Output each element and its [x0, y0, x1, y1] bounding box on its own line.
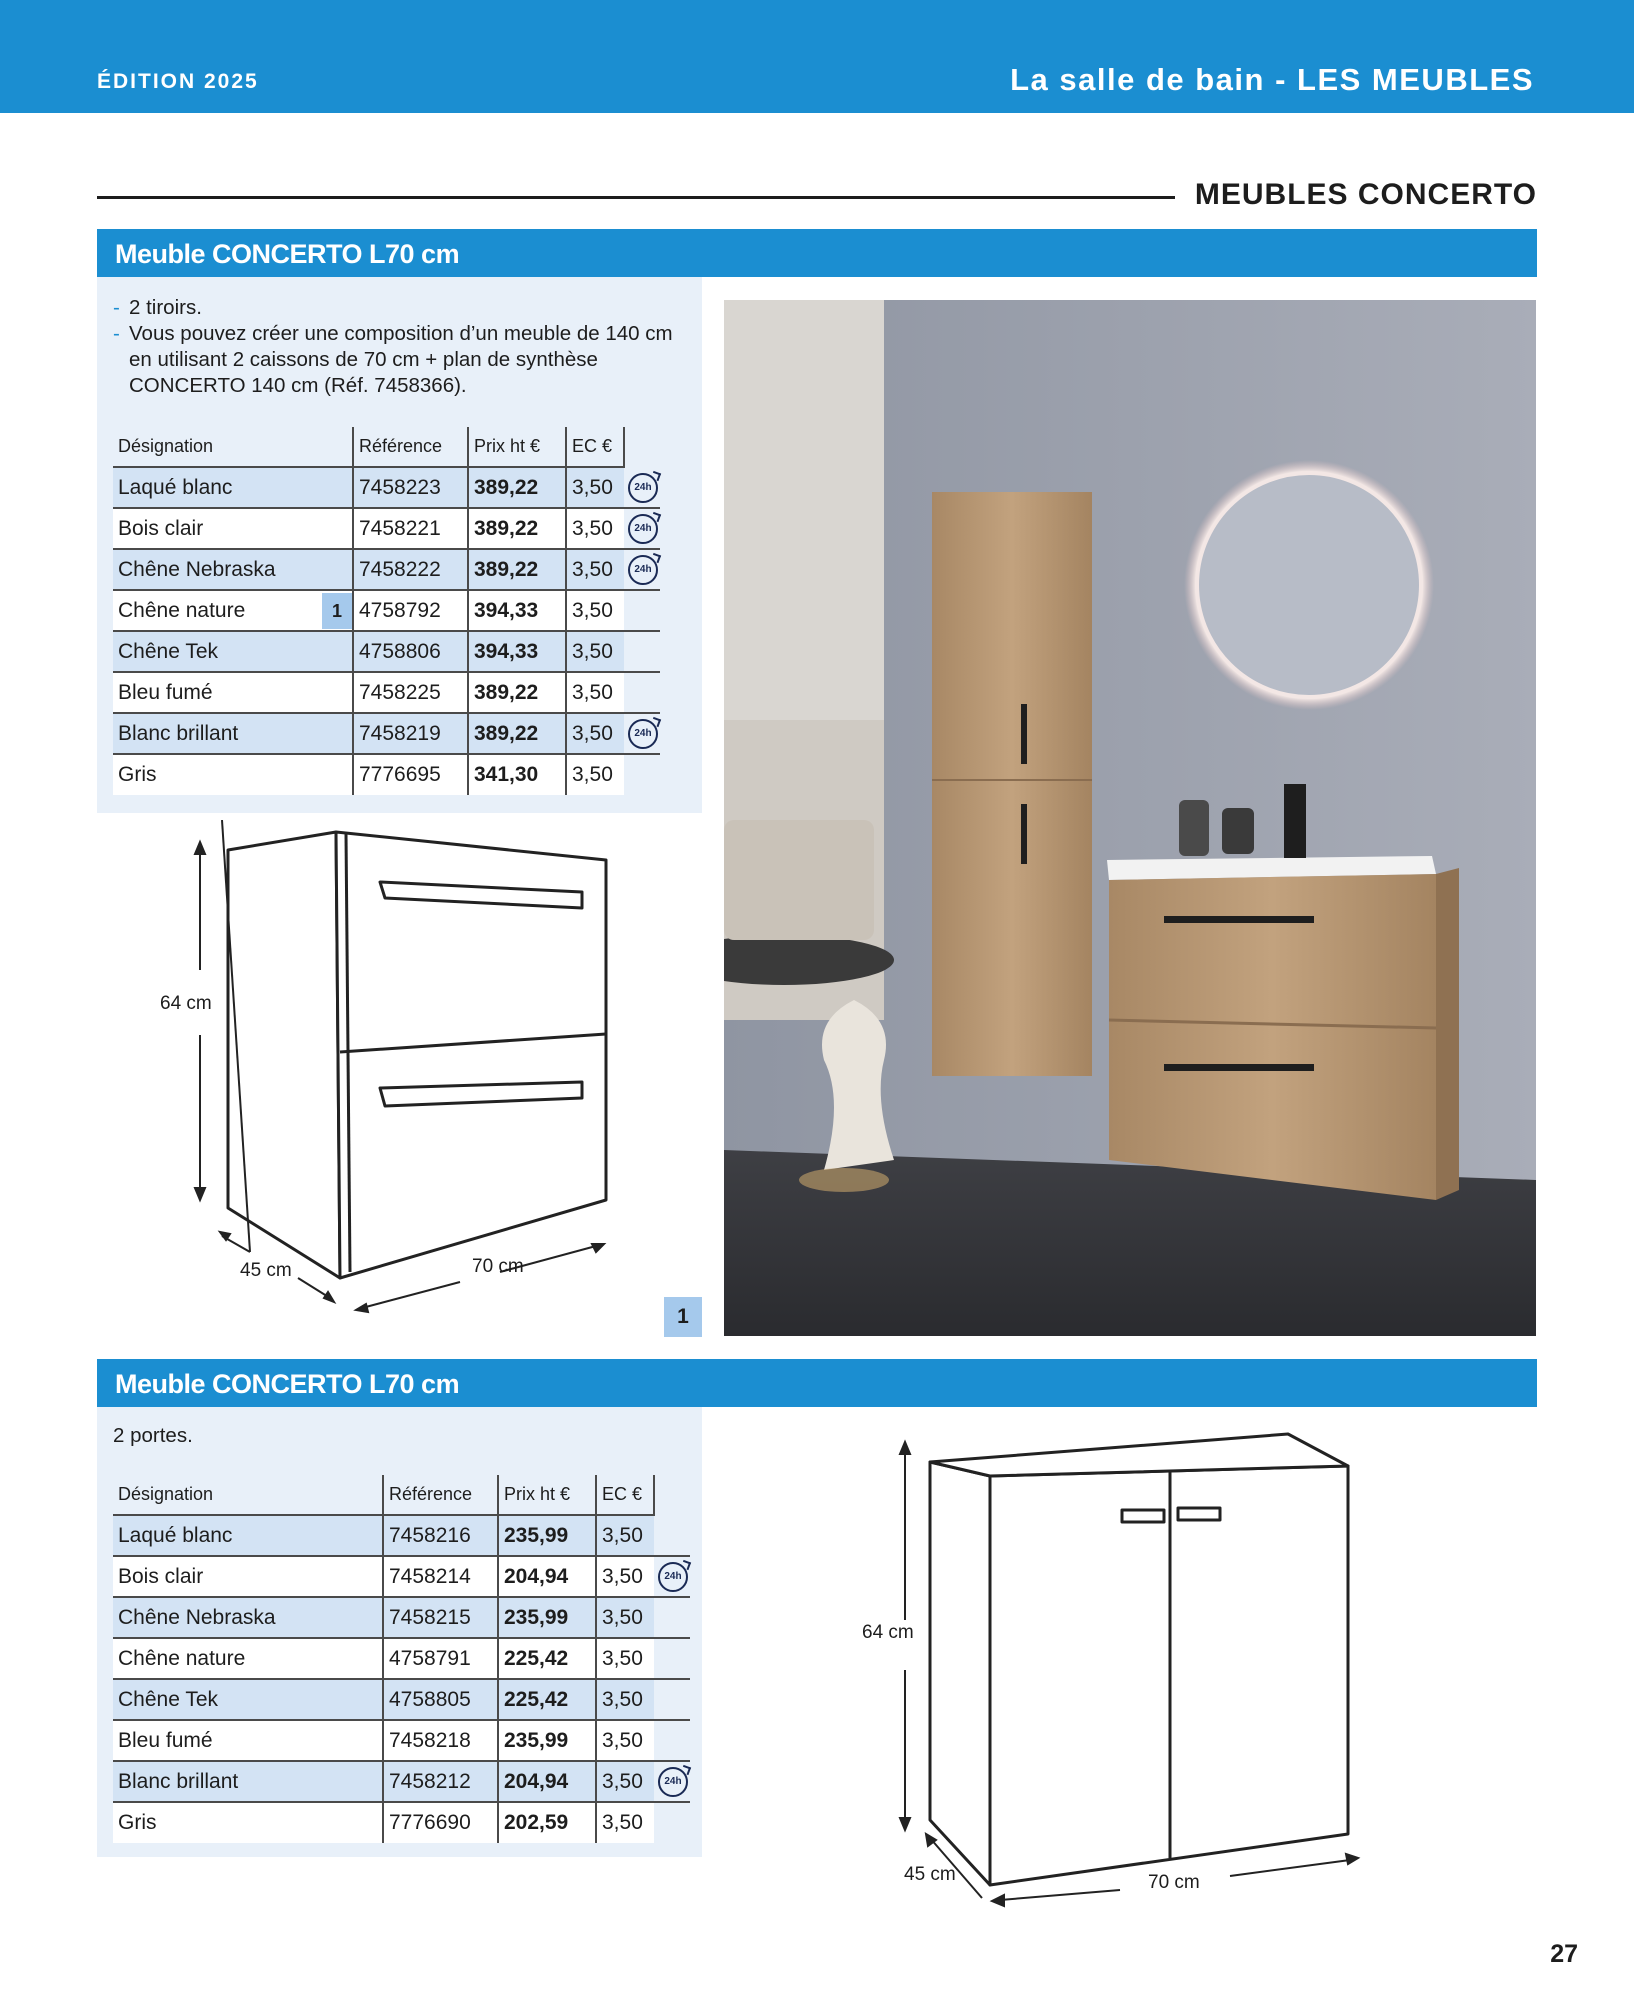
page-number: 27 [1550, 1940, 1578, 1968]
delivery-24h-icon: 24h [658, 1562, 688, 1592]
cabinet-side-panel [930, 1462, 990, 1885]
designation-cell [113, 631, 353, 672]
designation-cell [113, 1515, 383, 1556]
designation-text: Chêne Tek [118, 1687, 219, 1711]
reference-cell: 7776695 [353, 754, 468, 795]
price-cell: 202,59 [498, 1802, 596, 1843]
table-row [113, 549, 660, 590]
table-row [113, 1556, 690, 1597]
edition-label: ÉDITION 2025 [97, 70, 259, 93]
section-rule [97, 196, 1175, 199]
product1-dimension-drawing [140, 820, 620, 1320]
delivery-24h-icon: 24h [628, 555, 658, 585]
ec-cell: 3,50 [596, 1638, 654, 1679]
designation-text: Gris [118, 763, 157, 786]
designation-cell [113, 1720, 383, 1761]
ec-cell: 3,50 [596, 1802, 654, 1843]
reference-cell: 7458214 [383, 1556, 498, 1597]
ec-cell: 3,50 [566, 754, 624, 795]
col-reference: Référence [383, 1475, 498, 1515]
designation-text: Gris [118, 1811, 157, 1834]
price-cell: 235,99 [498, 1515, 596, 1556]
header-bar [0, 0, 1634, 113]
col-ec: EC € [566, 427, 624, 467]
ec-cell: 3,50 [566, 467, 624, 508]
table-row [113, 1720, 690, 1761]
designation-cell [113, 1556, 383, 1597]
table-header-row [113, 1475, 690, 1515]
note-tag: 1 [322, 593, 352, 629]
product1-description [113, 295, 693, 399]
designation-text: Bois clair [118, 1564, 204, 1588]
col-designation: Désignation [113, 427, 353, 467]
ec-cell: 3,50 [566, 508, 624, 549]
price-cell: 235,99 [498, 1720, 596, 1761]
reference-cell: 4758806 [353, 631, 468, 672]
col-designation: Désignation [113, 1475, 383, 1515]
reference-cell: 7458218 [383, 1720, 498, 1761]
price-cell: 389,22 [468, 508, 566, 549]
ec-cell: 3,50 [596, 1515, 654, 1556]
price-cell: 394,33 [468, 631, 566, 672]
designation-cell [113, 549, 353, 590]
price-cell: 341,30 [468, 754, 566, 795]
ec-cell: 3,50 [596, 1597, 654, 1638]
table-row [113, 672, 660, 713]
table-row [113, 1638, 690, 1679]
delivery-24h-icon: 24h [658, 1767, 688, 1797]
table-row [113, 754, 660, 795]
designation-cell [113, 1802, 383, 1843]
table-row [113, 1802, 690, 1843]
reference-cell: 7458219 [353, 713, 468, 754]
reference-cell: 7458215 [383, 1597, 498, 1638]
product1-width-label: 70 cm [472, 1256, 524, 1277]
reference-cell: 7458223 [353, 467, 468, 508]
image-note-tag: 1 [664, 1297, 702, 1337]
product1-info-panel [97, 277, 702, 813]
table-row [113, 713, 660, 754]
designation-text: Blanc brillant [118, 721, 239, 745]
ec-cell: 3,50 [566, 631, 624, 672]
designation-cell [113, 1638, 383, 1679]
product1-table [113, 427, 660, 795]
price-cell: 389,22 [468, 713, 566, 754]
product1-title-band [97, 229, 1537, 277]
reference-cell: 7458212 [383, 1761, 498, 1802]
designation-cell [113, 590, 353, 631]
ec-cell: 3,50 [596, 1761, 654, 1802]
col-ec: EC € [596, 1475, 654, 1515]
chapter-title: La salle de bain - LES MEUBLES [1010, 62, 1534, 97]
product-photo [724, 300, 1536, 1336]
reference-cell: 7458221 [353, 508, 468, 549]
price-cell: 225,42 [498, 1679, 596, 1720]
reference-cell: 4758805 [383, 1679, 498, 1720]
designation-cell [113, 467, 353, 508]
product2-description: 2 portes. [113, 1424, 193, 1447]
designation-text: Chêne Nebraska [118, 557, 276, 581]
ec-cell: 3,50 [566, 672, 624, 713]
reference-cell: 4758792 [353, 590, 468, 631]
designation-text: Bois clair [118, 516, 204, 540]
designation-text: Laqué blanc [118, 1523, 233, 1547]
designation-text: Blanc brillant [118, 1769, 239, 1793]
delivery-24h-icon: 24h [628, 719, 658, 749]
price-cell: 389,22 [468, 549, 566, 590]
ec-cell: 3,50 [596, 1556, 654, 1597]
price-cell: 204,94 [498, 1556, 596, 1597]
designation-text: Laqué blanc [118, 475, 233, 499]
designation-text: Bleu fumé [118, 680, 213, 704]
table-row [113, 508, 660, 549]
price-cell: 225,42 [498, 1638, 596, 1679]
col-price: Prix ht € [498, 1475, 596, 1515]
table-row [113, 1761, 690, 1802]
reference-cell: 7776690 [383, 1802, 498, 1843]
ec-cell: 3,50 [566, 549, 624, 590]
table-row [113, 1515, 690, 1556]
product2-title-band [97, 1359, 1537, 1407]
designation-text: Chêne nature [118, 598, 246, 622]
bathroom-scene-illustration [724, 300, 1536, 1336]
table-row [113, 590, 660, 631]
delivery-24h-icon: 24h [628, 514, 658, 544]
table-row [113, 1597, 690, 1638]
designation-text: Bleu fumé [118, 1728, 213, 1752]
cabinet-front [336, 832, 606, 1278]
table-header-row [113, 427, 660, 467]
table-row [113, 467, 660, 508]
product1-title: Meuble CONCERTO L70 cm [115, 239, 460, 269]
ec-cell: 3,50 [596, 1679, 654, 1720]
designation-text: Chêne nature [118, 1646, 246, 1670]
product2-depth-label: 45 cm [904, 1864, 956, 1885]
reference-cell: 7458216 [383, 1515, 498, 1556]
designation-cell [113, 508, 353, 549]
delivery-24h-icon: 24h [628, 473, 658, 503]
price-cell: 389,22 [468, 672, 566, 713]
designation-text: Chêne Tek [118, 639, 219, 663]
product1-depth-label: 45 cm [240, 1260, 292, 1281]
designation-cell [113, 1597, 383, 1638]
price-cell: 389,22 [468, 467, 566, 508]
product1-bullet: - Vous pouvez créer une composition d’un meuble de 140 cm en utilisant 2 caissons de 70 cm + plan de synthèse CONCERTO 140 cm (Réf. 7458366). [113, 322, 673, 397]
price-cell: 235,99 [498, 1597, 596, 1638]
table-row [113, 631, 660, 672]
ec-cell: 3,50 [596, 1720, 654, 1761]
ec-cell: 3,50 [566, 713, 624, 754]
designation-cell [113, 1679, 383, 1720]
product1-bullet: - 2 tiroirs. [113, 296, 202, 319]
product2-dimension-drawing [860, 1430, 1380, 1920]
product2-info-panel [97, 1407, 702, 1857]
table-row [113, 1679, 690, 1720]
product2-title: Meuble CONCERTO L70 cm [115, 1369, 460, 1399]
col-price: Prix ht € [468, 427, 566, 467]
designation-cell [113, 1761, 383, 1802]
product1-height-label: 64 cm [160, 993, 212, 1014]
product2-height-label: 64 cm [862, 1622, 914, 1643]
designation-cell [113, 672, 353, 713]
product2-width-label: 70 cm [1148, 1872, 1200, 1893]
price-cell: 394,33 [468, 590, 566, 631]
designation-cell [113, 713, 353, 754]
ec-cell: 3,50 [566, 590, 624, 631]
product2-table [113, 1475, 690, 1843]
section-title: MEUBLES CONCERTO [1194, 178, 1537, 211]
reference-cell: 7458225 [353, 672, 468, 713]
cabinet-side-panel [228, 832, 340, 1278]
price-cell: 204,94 [498, 1761, 596, 1802]
reference-cell: 7458222 [353, 549, 468, 590]
designation-text: Chêne Nebraska [118, 1605, 276, 1629]
col-reference: Référence [353, 427, 468, 467]
designation-cell [113, 754, 353, 795]
reference-cell: 4758791 [383, 1638, 498, 1679]
